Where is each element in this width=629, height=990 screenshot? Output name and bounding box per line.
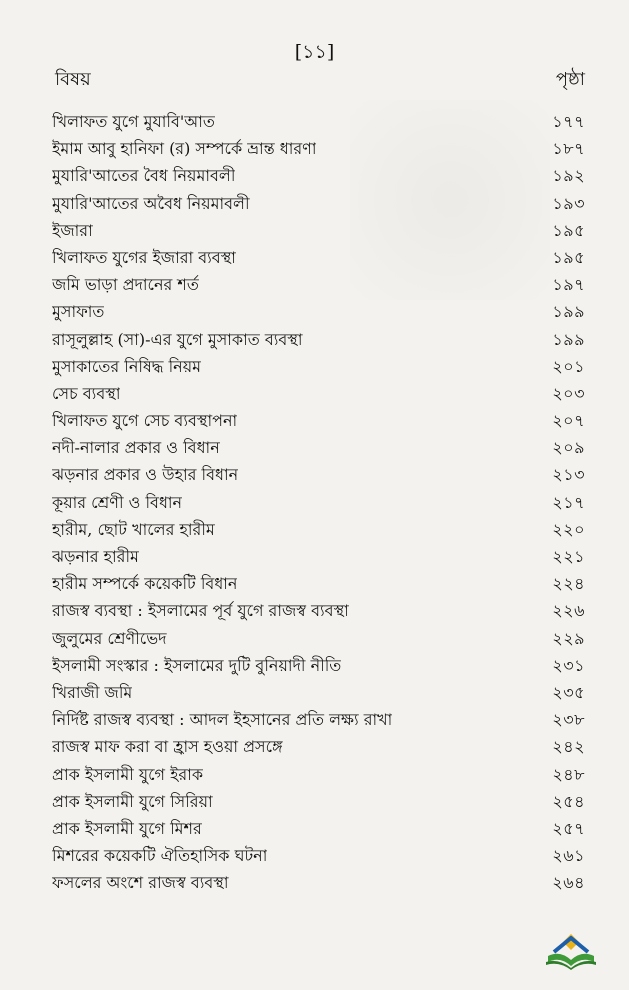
toc-entry-page: ২৩৫	[552, 682, 585, 702]
toc-entry-title: কূয়ার শ্রেণী ও বিধান	[52, 492, 183, 512]
toc-entry-title: জুলুমের শ্রেণীভেদ	[52, 628, 167, 648]
toc-entry-title: নির্দিষ্ট রাজস্ব ব্যবস্থা : আদল ইহসানের প্রতি লক্ষ্য রাখা	[52, 710, 393, 730]
toc-entry-title: মুযারি'আতের অবৈধ নিয়মাবলী	[52, 193, 250, 213]
toc-entry-page: ২১৭	[552, 492, 585, 512]
toc-entry-title: হারীম সম্পর্কে কয়েকটি বিধান	[52, 574, 238, 594]
toc-entry	[52, 625, 585, 652]
toc-entry-page: ২৪২	[552, 737, 585, 757]
toc-entry	[52, 652, 585, 679]
toc-entry-page: ১৯২	[552, 166, 585, 186]
toc-entry-page: ১৭৭	[552, 112, 585, 131]
toc-entry-page: ২০১	[552, 356, 585, 376]
toc-entry	[52, 706, 585, 733]
toc-entry-title: খিরাজী জমি	[52, 682, 133, 702]
toc-entry	[52, 869, 585, 896]
toc-entry-page: ২৬৪	[552, 873, 585, 893]
toc-entry-page: ২৩৮	[552, 710, 585, 730]
toc-entry-page: ২২৯	[552, 628, 585, 648]
toc-entry	[52, 597, 585, 624]
toc-entry	[52, 570, 585, 597]
page-header: পৃষ্ঠা	[555, 69, 585, 90]
toc-entry	[52, 271, 585, 298]
toc-entry-title: মুযারি'আতের বৈধ নিয়মাবলী	[52, 166, 236, 186]
toc-entry-page: ১৯৯	[552, 329, 585, 349]
toc-entry-title: খিলাফত যুগে সেচ ব্যবস্থাপনা	[52, 411, 238, 431]
toc-entry-page: ১৯৭	[552, 275, 585, 295]
toc-entry	[52, 543, 585, 570]
toc-entry-title: ইসলামী সংস্কার : ইসলামের দুটি বুনিয়াদী নীতি	[52, 655, 342, 675]
toc-entry	[52, 489, 585, 516]
toc-entry-title: প্রাক ইসলামী যুগে মিশর	[52, 818, 202, 838]
page-number: [১১]	[294, 41, 335, 63]
toc-entry-title: মুসাফাত	[52, 302, 105, 322]
toc-entry-page: ২৩১	[552, 655, 585, 675]
toc-entry-page: ২২৪	[552, 574, 585, 594]
toc-entry-page: ১৯৩	[552, 193, 585, 213]
toc-entry	[52, 244, 585, 271]
toc-entry	[52, 298, 585, 325]
toc-entry	[52, 217, 585, 244]
toc-entry-page: ১৯৫	[552, 220, 585, 240]
toc-entry-title: রাসূলুল্লাহ (সা)-এর যুগে মুসাকাত ব্যবস্থা	[52, 329, 303, 349]
toc-entry-title: নদী-নালার প্রকার ও বিধান	[52, 438, 220, 458]
toc-entry-title: খিলাফত যুগে মুযাবি'আত	[52, 112, 215, 131]
toc-entry	[52, 679, 585, 706]
subject-header: বিষয়	[55, 69, 91, 90]
toc-entry	[52, 190, 585, 217]
toc-entry-title: প্রাক ইসলামী যুগে সিরিয়া	[52, 791, 213, 811]
toc-entry-title: ঝড়নার প্রকার ও উহার বিধান	[52, 465, 239, 485]
toc-entry-title: রাজস্ব ব্যবস্থা : ইসলামের পূর্ব যুগে রাজস্ব ব্যবস্থা	[52, 601, 349, 621]
toc-entry-page: ২৬১	[552, 846, 585, 866]
toc-entry-page: ২৫৭	[552, 818, 585, 838]
toc-entry-page: ১৯৫	[552, 247, 585, 267]
toc-entry-title: রাজস্ব মাফ করা বা হ্রাস হওয়া প্রসঙ্গে	[52, 737, 283, 757]
toc-entry-title: খিলাফত যুগের ইজারা ব্যবস্থা	[52, 247, 236, 267]
toc-entry-title: ইমাম আবু হানিফা (র) সম্পর্কে ভ্রান্ত ধারণা	[52, 139, 317, 159]
toc-entry-page: ২০৩	[552, 383, 585, 403]
toc-entry	[52, 733, 585, 760]
toc-entry-title: সেচ ব্যবস্থা	[52, 383, 121, 403]
toc-entry	[52, 407, 585, 434]
toc-entry-page: ১৮৭	[552, 139, 585, 159]
toc-entry	[52, 380, 585, 407]
toc-entry	[52, 761, 585, 788]
toc-entry-page: ২২৬	[552, 601, 585, 621]
toc-entry-page: ২৪৮	[552, 764, 585, 784]
table-of-contents	[52, 108, 585, 896]
toc-entry	[52, 788, 585, 815]
toc-entry-page: ২০৯	[552, 438, 585, 458]
toc-entry	[52, 516, 585, 543]
toc-entry	[52, 162, 585, 189]
toc-entry	[52, 815, 585, 842]
book-logo-icon	[544, 932, 598, 970]
toc-entry-title: মিশরের কয়েকটি ঐতিহাসিক ঘটনা	[52, 846, 268, 866]
toc-entry-title: ইজারা	[52, 220, 93, 240]
toc-entry	[52, 108, 585, 135]
toc-entry	[52, 434, 585, 461]
toc-entry	[52, 353, 585, 380]
toc-entry-title: হারীম, ছোট খালের হারীম	[52, 519, 215, 539]
toc-entry-title: ফসলের অংশে রাজস্ব ব্যবস্থা	[52, 873, 229, 893]
toc-entry-page: ২৫৪	[552, 791, 585, 811]
toc-entry-page: ২১৩	[552, 465, 585, 485]
toc-entry-page: ১৯৯	[552, 302, 585, 322]
toc-entry	[52, 842, 585, 869]
toc-entry	[52, 135, 585, 162]
toc-entry-title: প্রাক ইসলামী যুগে ইরাক	[52, 764, 204, 784]
toc-entry-page: ২০৭	[552, 411, 585, 431]
toc-entry-title: ঝড়নার হারীম	[52, 547, 139, 566]
toc-entry-title: মুসাকাতের নিষিদ্ধ নিয়ম	[52, 356, 202, 376]
toc-entry-page: ২২০	[552, 519, 585, 539]
toc-entry-title: জমি ভাড়া প্রদানের শর্ত	[52, 275, 199, 295]
toc-entry	[52, 326, 585, 353]
toc-entry-page: ২২১	[552, 547, 585, 566]
toc-entry	[52, 461, 585, 488]
